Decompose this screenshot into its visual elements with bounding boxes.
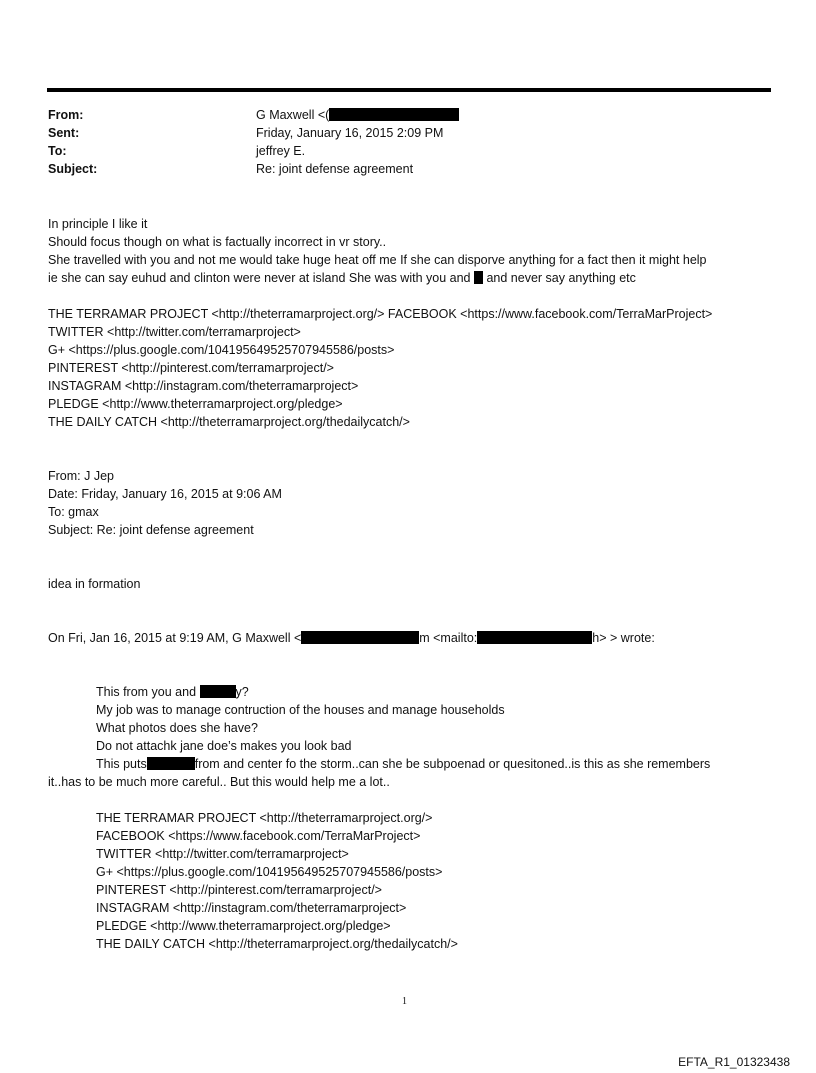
quoted-date: Date: Friday, January 16, 2015 at 9:06 AM [48,487,282,501]
subject-value: Re: joint defense agreement [256,162,414,176]
signature-line: THE TERRAMAR PROJECT <http://theterramarproject.org/> FACEBOOK <https://www.facebook.com/TerraMarProject> [48,307,713,321]
quoted-subject: Subject: Re: joint defense agreement [48,523,254,537]
from-redacted-char: ( [325,108,330,122]
to-value: jeffrey E. [256,144,306,158]
inner-line: it..has to be much more careful.. But this would help me a lot.. [48,775,390,789]
sent-label: Sent: [48,126,80,140]
signature-line: THE TERRAMAR PROJECT <http://theterramarproject.org/> [96,811,433,825]
from-value: G Maxwell <( [256,106,459,124]
signature-line: INSTAGRAM <http://instagram.com/theterramarproject> [48,379,359,393]
signature-line: PLEDGE <http://www.theterramarproject.org/pledge> [48,397,343,411]
document-stamp: EFTA_R1_01323438 [678,1055,790,1069]
signature-line: FACEBOOK <https://www.facebook.com/TerraMarProject> [96,829,421,843]
inner-line: Do not attachk jane doe’s makes you look bad [96,739,352,753]
body-line: ie she can say euhud and clinton were never at island She was with you and and never say anything etc [48,271,636,285]
body-line: In principle I like it [48,217,148,231]
page-number: 1 [402,996,407,1007]
inner-line: This from you and y? [96,685,249,699]
header-rule [47,88,771,92]
redaction-box [477,631,592,644]
signature-line: TWITTER <http://twitter.com/terramarproject> [48,325,301,339]
inner-line: My job was to manage contruction of the houses and manage households [96,703,505,717]
wrote-line: On Fri, Jan 16, 2015 at 9:19 AM, G Maxwell < m <mailto: h> > wrote: [48,631,655,645]
signature-line: G+ <https://plus.google.com/104195649525707945586/posts> [96,865,443,879]
signature-line: THE DAILY CATCH <http://theterramarproject.org/thedailycatch/> [48,415,410,429]
quoted-from: From: J Jep [48,469,114,483]
signature-line: TWITTER <http://twitter.com/terramarproject> [96,847,349,861]
redaction-box [474,271,483,284]
redaction-box [147,757,195,770]
redaction-box [329,108,459,121]
signature-line: PLEDGE <http://www.theterramarproject.org/pledge> [96,919,391,933]
signature-line: INSTAGRAM <http://instagram.com/theterramarproject> [96,901,407,915]
redaction-box [200,685,236,698]
from-label: From: [48,108,84,122]
body-line: She travelled with you and not me would take huge heat off me If she can disporve anything for a fact then it might help [48,253,707,267]
inner-line: What photos does she have? [96,721,258,735]
subject-label: Subject: [48,162,98,176]
body-line: Should focus though on what is factually incorrect in vr story.. [48,235,387,249]
quoted-text: idea in formation [48,577,141,591]
quoted-to: To: gmax [48,505,99,519]
signature-line: PINTEREST <http://pinterest.com/terramarproject/> [96,883,382,897]
signature-line: THE DAILY CATCH <http://theterramarproject.org/thedailycatch/> [96,937,458,951]
inner-line: This puts from and center fo the storm..can she be subpoenad or quesitoned..is this as she remembers [96,757,711,771]
signature-line: PINTEREST <http://pinterest.com/terramarproject/> [48,361,334,375]
sent-value: Friday, January 16, 2015 2:09 PM [256,126,444,140]
redaction-box [301,631,419,644]
to-label: To: [48,144,67,158]
signature-line: G+ <https://plus.google.com/104195649525707945586/posts> [48,343,395,357]
